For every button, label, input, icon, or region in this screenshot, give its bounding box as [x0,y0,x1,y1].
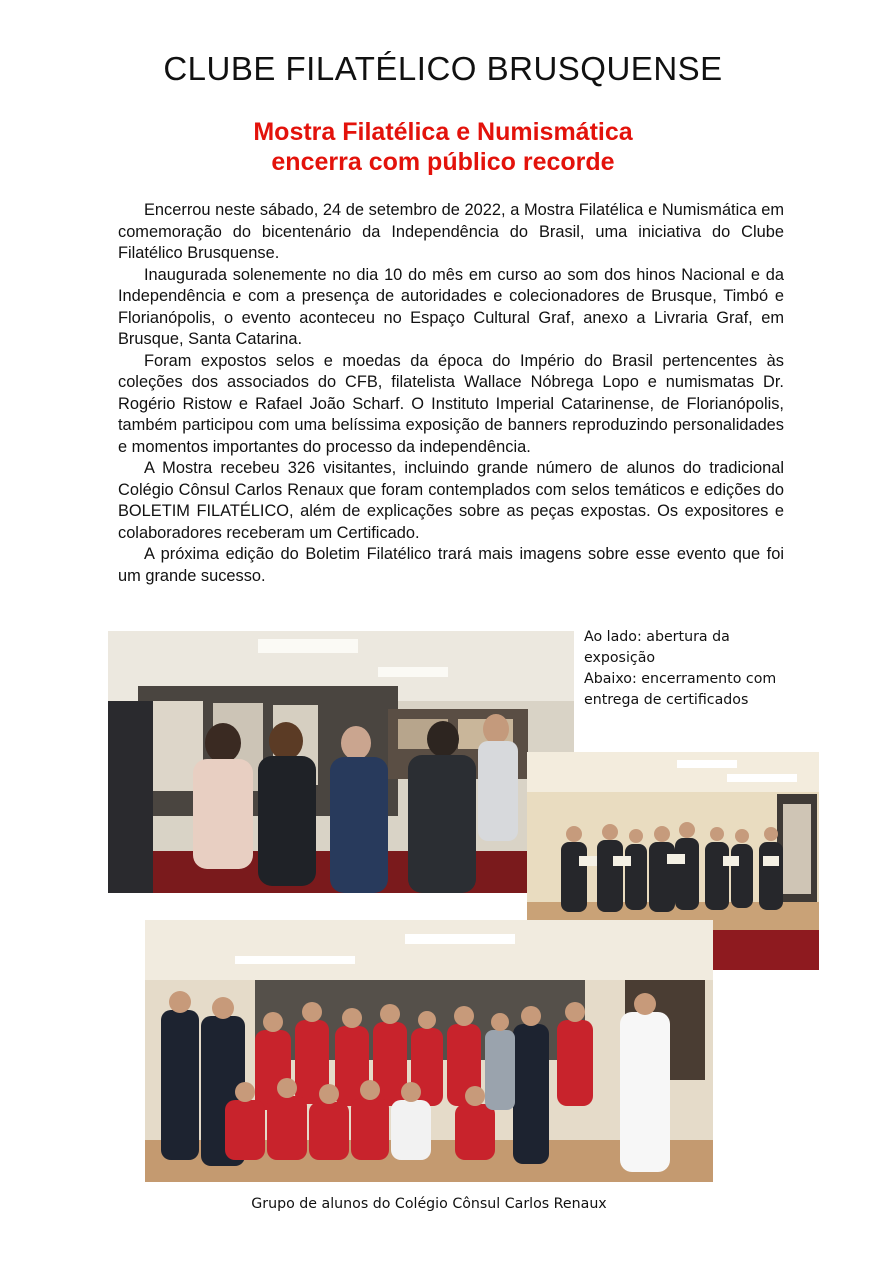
article-paragraph: A Mostra recebeu 326 visitantes, incluindo grande número de alunos do tradicional Colégio Cônsul Carlos Renaux que foram contemplados com selos temáticos e edições do BOLETIM FILATÉLICO, além de explicações sobre as peças expostas. Os expositores e colaboradores receberam um Certificado. [118,459,784,542]
student-group-photo [145,920,713,1182]
side-caption-line: exposição [584,650,656,666]
article-paragraph: Inaugurada solenemente no dia 10 do mês em curso ao som dos hinos Nacional e da Independência e com a presença de autoridades e colecionadores de Brusque, Timbó e Florianópolis, o evento aconteceu no Espaço Cultural Graf, anexo a Livraria Graf, em Brusque, Santa Catarina. [118,265,784,348]
article-paragraph: Foram expostos selos e moedas da época do Império do Brasil pertencentes às coleções dos associados do CFB, filatelista Wallace Nóbrega Lopo e numismatas Dr. Rogério Ristow e Rafael João Scharf. O Instituto Imperial Catarinense, de Florianópolis, também participou com uma belíssima exposição de banners reproduzindo personalidades e momentos importantes do processo da independência. [118,351,784,456]
exhibition-opening-photo [108,631,574,893]
side-caption-line: Abaixo: encerramento com [584,671,777,687]
student-photo-caption: Grupo de alunos do Colégio Cônsul Carlos Renaux [251,1196,607,1212]
photo-side-caption [584,627,814,711]
headline-line-2: encerra com público recorde [271,148,615,176]
article-headline [0,117,886,177]
side-caption-line: entrega de certificados [584,692,749,708]
side-caption-line: Ao lado: abertura da [584,629,730,645]
club-title: CLUBE FILATÉLICO BRUSQUENSE [163,50,723,87]
article-paragraph: Encerrou neste sábado, 24 de setembro de 2022, a Mostra Filatélica e Numismática em comemoração do bicentenário da Independência do Brasil, uma iniciativa do Clube Filatélico Brusquense. [118,201,784,262]
article-body [118,200,784,587]
headline-line-1: Mostra Filatélica e Numismática [253,118,633,146]
article-paragraph: A próxima edição do Boletim Filatélico trará mais imagens sobre esse evento que foi um grande sucesso. [118,545,784,585]
